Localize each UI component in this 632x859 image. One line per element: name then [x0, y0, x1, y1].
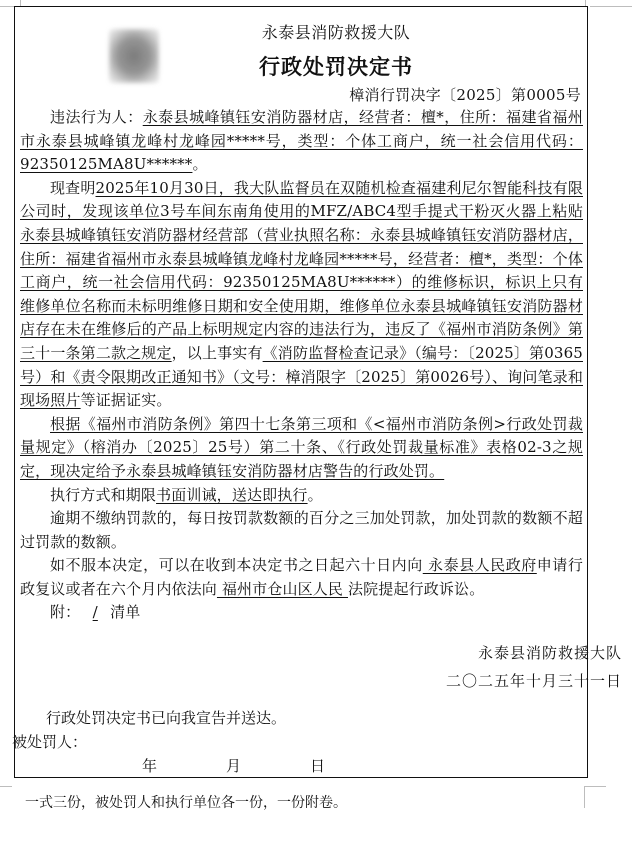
document-number: 樟消行罚决字〔2025〕第0005号 [349, 86, 581, 104]
receipt-day: 日 [310, 757, 326, 775]
violator-label: 违法行为人： [50, 108, 143, 126]
attachment-value: / [92, 603, 98, 622]
crop-mark [0, 6, 14, 7]
document-body [20, 106, 583, 625]
punctuation: 。 [192, 155, 208, 174]
facts-evidence: 《消防监督检查记录》（编号：〔2025〕第0365号）和《责令限期改正通知书》（文号：樟消限字〔2025〕第0026号）、询问笔录和现场照片 [20, 343, 583, 410]
appeal-end: 法院提起行政诉讼。 [348, 579, 485, 598]
crop-mark [584, 786, 606, 787]
facts-end: 等证据证实。 [80, 391, 172, 410]
execution-paragraph [20, 484, 583, 508]
decision-details: 根据《福州市消防条例》第四十七条第三项和《<福州市消防条例>行政处罚裁量规定》（榕消办〔2025〕25号）第二十条、《行政处罚裁量标准》表格02-3之规定，现决定给予永泰县城峰镇钰安消防器材店警告的行政处罚。 [20, 414, 583, 480]
appeal-paragraph [20, 554, 583, 601]
late-fee-paragraph: 逾期不缴纳罚款的，每日按罚款数额的百分之三加处罚款，加处罚款的数额不超过罚款的数额。 [20, 509, 583, 551]
receipt-year: 年 [142, 757, 158, 775]
execution-details: 书面训诫，送达即执行 [156, 485, 308, 504]
violator-details: 永泰县城峰镇钰安消防器材店，经营者：檀*，住所：福建省福州市永泰县城峰镇龙峰村龙峰园*****号，类型：个体工商户，统一社会信用代码：92350125MA8U****** [20, 108, 583, 174]
appeal-government: 永泰县人民政府 [422, 556, 537, 575]
facts-paragraph [20, 177, 583, 413]
served-statement: 行政处罚决定书已向我宣告并送达。 [46, 709, 287, 727]
facts-lead: 现查明 [50, 178, 96, 197]
crop-mark [584, 786, 585, 808]
punished-party-label: 被处罚人： [12, 733, 88, 751]
appeal-mid: 申请行政复议或者在六个月内依法向 [20, 556, 583, 598]
attachment-label: 附： [50, 603, 81, 622]
facts-mid: ，以上事实有 [171, 343, 263, 362]
signature-org: 永泰县消防救援大队 [477, 644, 622, 662]
appeal-lead: 如不服本决定，可以在收到本决定书之日起六十日内向 [50, 556, 423, 575]
appeal-court: 福州市仓山区人民 [216, 579, 348, 598]
crop-mark [0, 786, 12, 787]
punctuation: 。 [307, 485, 323, 504]
attachment-suffix: 清单 [110, 603, 141, 622]
copies-footnote: 一式三份，被处罚人和执行单位各一份，一份附卷。 [25, 795, 347, 811]
document-title: 行政处罚决定书 [259, 54, 413, 79]
receipt-month: 月 [226, 757, 242, 775]
facts-details: 2025年10月30日，我大队监督员在双随机检查福建利尼尔智能科技有限公司时，发现该单位3号车间东南角使用的MFZ/ABC4型手提式干粉灭火器上粘贴永泰县城峰镇钰安消防器材经营部（营业执照名称：永泰县城峰镇钰安消防器材店，住所：福建省福州市永泰县城峰镇龙峰村龙峰园*****号，经营者：檀*，类型：个体工商户，统一社会信用代码：92350125MA8U******）的维修标识，标识上只有维修单位名称而未标明维修日期和安全使用期，维修单位永泰县城峰镇钰安消防器材店存在未在维修后的产品上标明规定内容的违法行为，违反了《福州市消防条例》第三十一条第二款之规定 [20, 178, 583, 362]
violator-paragraph [20, 106, 583, 177]
decision-paragraph [20, 413, 583, 484]
crop-mark [590, 6, 632, 7]
attachment-line [20, 601, 583, 625]
signature-date: 二〇二五年十月三十一日 [445, 672, 622, 690]
issuing-org: 永泰县消防救援大队 [261, 23, 411, 42]
execution-lead: 执行方式和期限 [50, 485, 157, 504]
